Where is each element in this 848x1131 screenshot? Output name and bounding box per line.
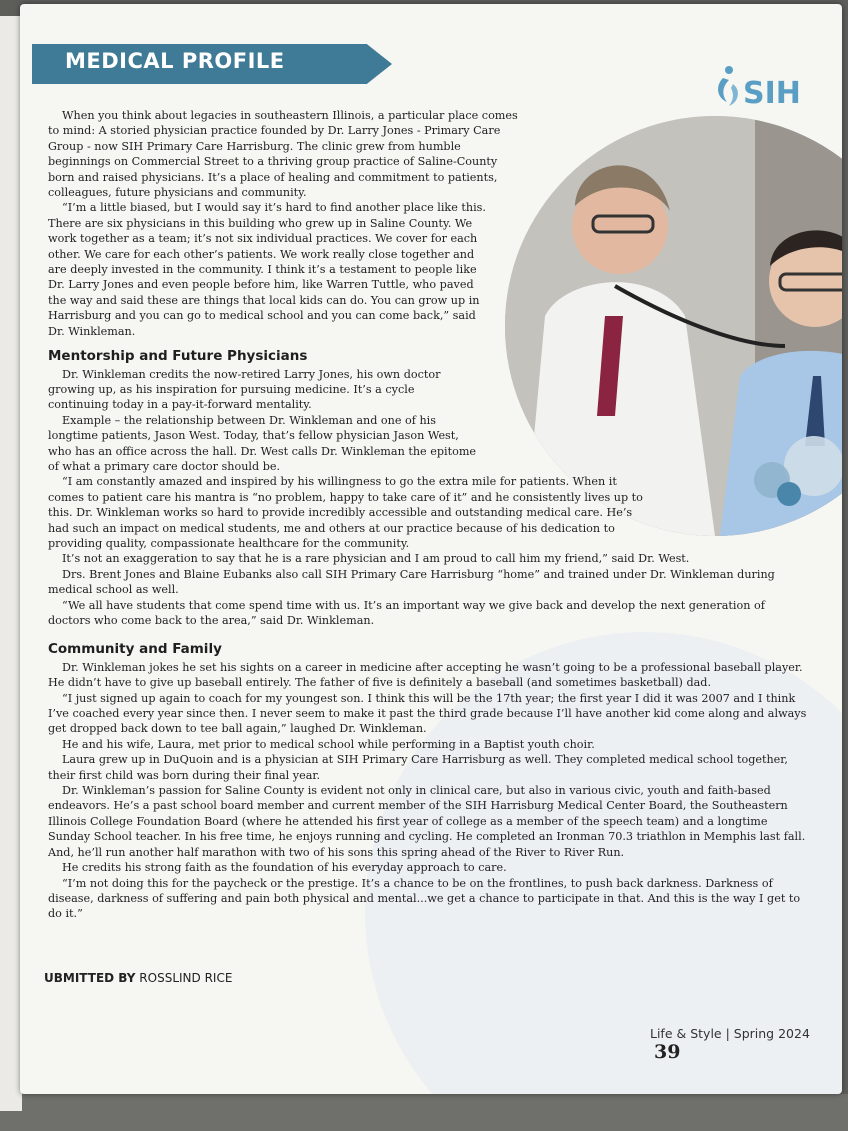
community-paragraph-1: Dr. Winkleman jokes he set his sights on a career in medicine after accepting he wasn’t going to be a professional baseball player. He didn’t have to give up baseball entirely. The father of five is definitely a baseball (and sometimes basketball) dad. [48,660,803,690]
byline [44,971,232,985]
table-surface [0,1094,848,1131]
section-heading-mentorship: Mentorship and Future Physicians [48,348,308,365]
article-body [48,108,808,922]
page-number: 39 [654,1041,681,1063]
mentorship-paragraph-2: Example – the relationship between Dr. Winkleman and one of his longtime patients, Jason West. Today, that’s fellow physician Jason West, who has an office across the hall. Dr. West calls Dr. Winkleman the epitome of what a primary care doctor should be. [48,413,477,473]
community-paragraph-6: He credits his strong faith as the foundation of his everyday approach to care. [62,861,507,875]
byline-label: UBMITTED BY [44,971,136,985]
facing-page-edge [0,16,22,1111]
mentorship-paragraph-5: Drs. Brent Jones and Blaine Eubanks also call SIH Primary Care Harrisburg “home” and trained under Dr. Winkleman during medical school as well. [48,567,775,597]
byline-author: ROSSLIND RICE [139,971,233,985]
intro-paragraph-2: “I’m a little biased, but I would say it’s hard to find another place like this. There are six physicians in this building who grew up in Saline County. We work together as a team; it’s not six individual practices. We cover for each other. We care for each other’s patients. We work really close together and are deeply invested in the community. I think it’s a testament to people like Dr. Larry Jones and even people before him, like Warren Tuttle, who paved the way and said these are things that local kids can do. You can grow up in Harrisburg and you can go to medical school and you can come back,” said Dr. Winkleman. [48,201,486,338]
footer-publication: Life & Style | Spring 2024 [650,1026,810,1041]
community-paragraph-4: Laura grew up in DuQuoin and is a physician at SIH Primary Care Harrisburg as well. They completed medical school together, their first child was born during their final year. [48,753,788,782]
community-paragraph-2: “I just signed up again to coach for my youngest son. I think this will be the 17th year; the first year I did it was 2007 and I think I’ve coached every year since then. I never seem to make it past the third grade because I’ll have another kid come along and always get dropped back down to tee ball again,” laughed Dr. Winkleman. [48,691,807,736]
community-paragraph-3: He and his wife, Laura, met prior to medical school while performing in a Baptist youth choir. [62,737,595,751]
mentorship-paragraph-3: “I am constantly amazed and inspired by his willingness to go the extra mile for patients. When it comes to patient care his mantra is “no problem, happy to take care of it” and he consistently lives up to this. Dr. Winkleman works so hard to provide incredibly accessible and outstanding medical care. He’s had such an impact on medical students, me and others at our practice because of his dedication to providing quality, compassionate healthcare for the community. [48,475,643,550]
community-paragraph-7: “I’m not doing this for the paycheck or the prestige. It’s a chance to be on the frontlines, to push back darkness. Darkness of disease, darkness of suffering and pain both physical and mental...we get a chance to participate in that. And this is the way I get to do it.” [48,876,801,921]
section-heading-community: Community and Family [48,641,222,658]
magazine-page [20,4,842,1094]
mentorship-paragraph-6: “We all have students that come spend time with us. It’s an important way we give back and develop the next generation of doctors who come back to the area,” said Dr. Winkleman. [48,598,765,627]
banner-title: MEDICAL PROFILE [65,49,285,73]
page-footer [650,1026,842,1063]
mentorship-paragraph-1: Dr. Winkleman credits the now-retired Larry Jones, his own doctor growing up, as his inspiration for pursuing medicine. It’s a cycle continuing today in a pay-it-forward mentality. [48,367,441,412]
community-paragraph-5: Dr. Winkleman’s passion for Saline County is evident not only in clinical care, but also in various civic, youth and faith-based endeavors. He’s a past school board member and current member of the SIH Harrisburg Medical Center Board, the Southeastern Illinois College Foundation Board (where he attended his first year of college as a member of the speech team) and a longtime Sunday School teacher. In his free time, he enjoys running and cycling. He completed an Ironman 70.3 triathlon in Memphis last fall. And, he’ll run another half marathon with two of his sons this spring ahead of the River to River Run. [48,784,806,859]
logo-text: SIH [743,76,801,111]
mentorship-paragraph-4: It’s not an exaggeration to say that he is a rare physician and I am proud to call him my friend,” said Dr. West. [62,552,690,566]
intro-paragraph-1: When you think about legacies in southeastern Illinois, a particular place comes to mind: A storied physician practice founded by Dr. Larry Jones - Primary Care Group - now SIH Primary Care Harrisburg. The clinic grew from humble beginnings on Commercial Street to a thriving group practice of Saline-County born and raised physicians. It’s a place of healing and commitment to patients, colleagues, future physicians and community. [48,109,518,200]
